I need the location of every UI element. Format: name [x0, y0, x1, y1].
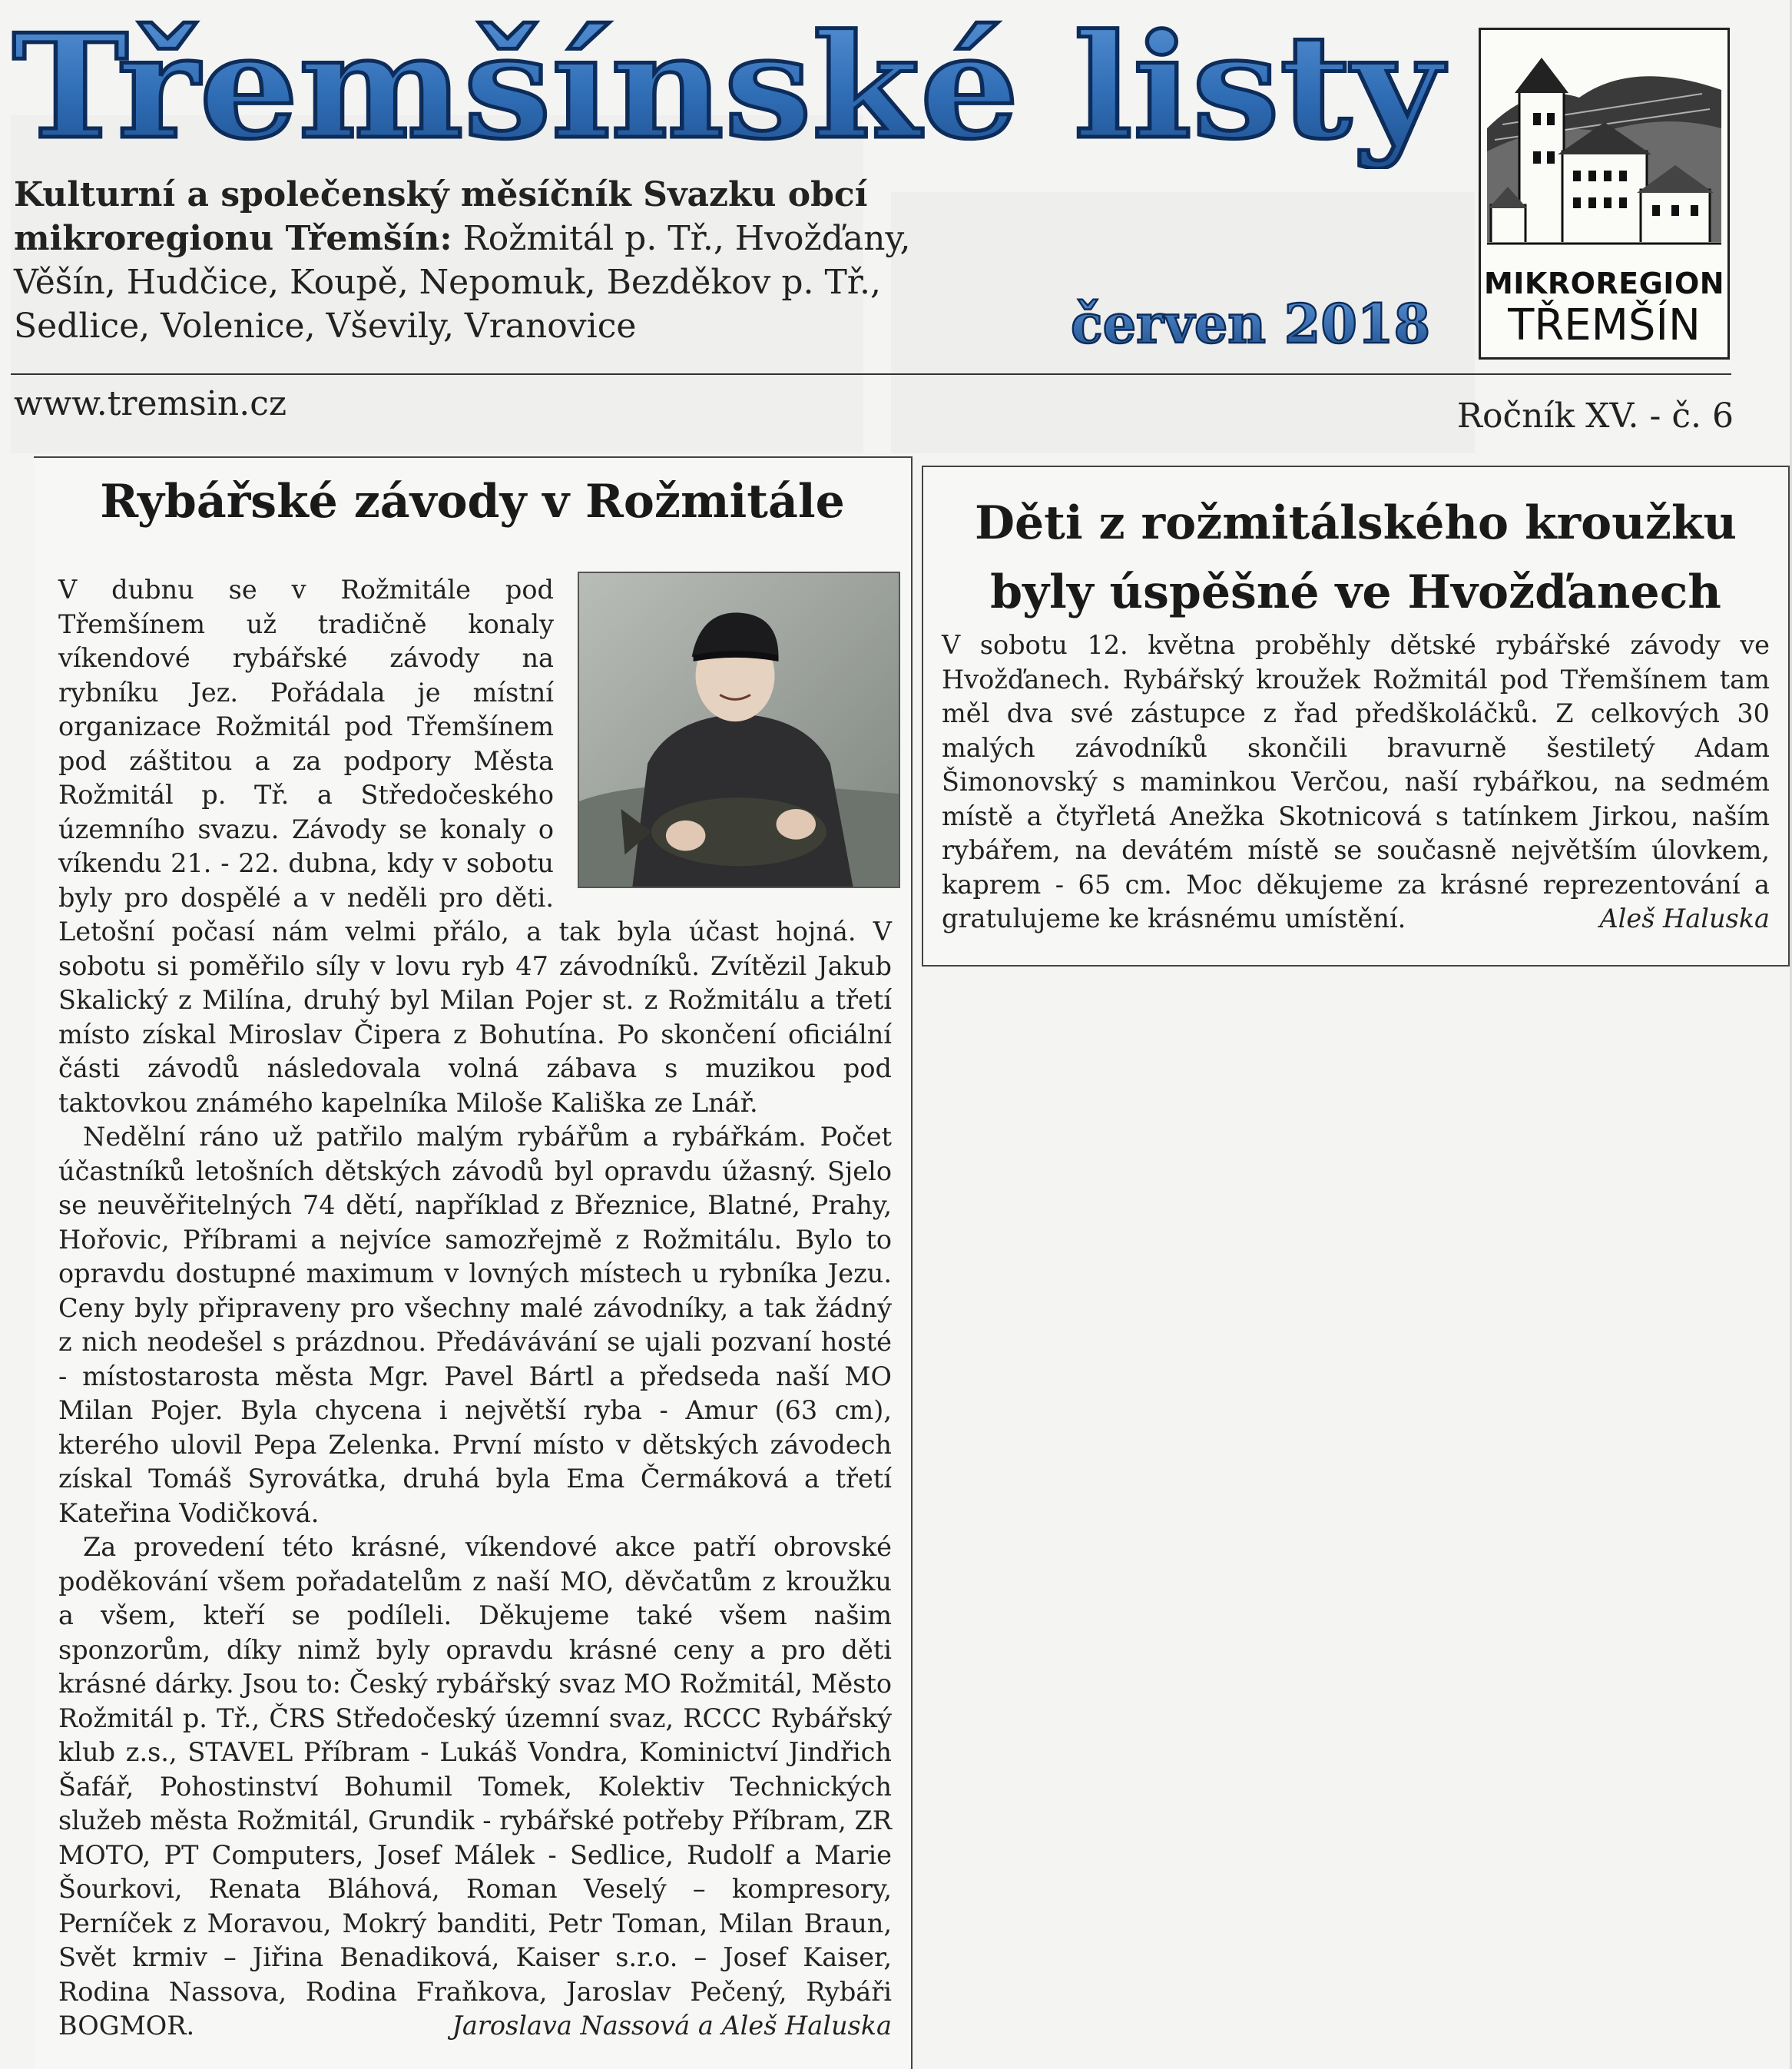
- castle-icon: [1487, 36, 1721, 267]
- article2-paragraph: [942, 628, 1770, 937]
- masthead-title: [11, 0, 1470, 169]
- article2-headline: [923, 489, 1788, 627]
- article1-paragraph: [58, 1120, 892, 1530]
- subtitle-regular: Rožmitál p. Tř., Hvožďany, Věšín, Hudčice, Koupě, Nepomuk, Bezděkov p. Tř., Sedlice, Volenice, Vševily, Vranovice: [14, 219, 911, 346]
- website-link[interactable]: www.tremsin.cz: [14, 384, 287, 423]
- article2-headline-line2: byly úspěšné ve Hvožďanech: [990, 565, 1721, 619]
- mikroregion-logo: [1479, 28, 1730, 360]
- article2-headline-line1: Děti z rožmitálského kroužku: [974, 496, 1737, 550]
- article1-paragraph: [58, 1530, 892, 2044]
- article-deti-z-krouzku: [922, 466, 1790, 967]
- article1-paragraph-text: V dubnu se v Rožmitále pod Třemšínem už tradičně konaly víkendové rybářské závody na rybníku Jez. Pořádala je místní organizace Rožmitál pod Třemšínem pod záštitou a za podpory Města Rožmitál p. Tř. a Středočeského územního svazu. Závody se konaly o víkendu 21. - 22. dubna, kdy v sobotu byly pro dospělé a v neděli pro děti. Letošní počasí nám velmi přálo, a tak byla účast hojná. V sobotu si poměřilo síly v lovu ryb 47 závodníků. Zvítězil Jakub Skalický z Milína, druhý byl Milan Pojer st. z Rožmitálu a třetí místo získal Miroslav Čipera z Bohutína. Po skončení oficiální části závodů následovala volná zábava s muzikou pod taktovkou známého kapelníka Miloše Kališka ze Lnář.: [58, 575, 892, 1118]
- article2-body: [942, 628, 1770, 937]
- article2-paragraph-text: V sobotu 12. května proběhly dětské rybářské závody ve Hvožďanech. Rybářský kroužek Rožmitál pod Třemšínem tam měl dva své zástupce z řad předškoláčků. Z celkových 30 malých závodníků skončili bravurně šestiletý Adam Šimonovský s maminkou Verčou, naší rybářkou, na sedmém místě a čtyřletá Anežka Skotnicová s tatínkem Jirkou, naším rybářem, na devátém místě se současně největším úlovkem, kaprem - 65 cm. Moc děkujeme za krásné reprezentování a gratulujeme ke krásnému umístění.: [942, 630, 1770, 933]
- article1-author: Jaroslava Nassová a Aleš Haluska: [452, 2011, 892, 2041]
- article1-paragraph-text: Nedělní ráno už patřilo malým rybářům a rybářkám. Počet účastníků letošních dětských závodů byl opravdu úžasný. Sjelo se neuvěřitelných 74 dětí, například z Březnice, Blatné, Prahy, Hořovic, Příbrami a nejvíce samozřejmě z Rožmitálu. Bylo to opravdu dostupné maximum v lovných místech u rybníka Jezu. Ceny byly připraveny pro všechny malé závodníky, a tak žádný z nich neodešel s prázdnou. Předávávání se ujali pozvaní hosté - místostarosta města Mgr. Pavel Bártl a předseda naší MO Milan Pojer. Byla chycena i největší ryba - Amur (63 cm), kterého ulovil Pepa Zelenka. První místo v dětských závodech získal Tomáš Syrovátka, druhá byla Ema Čermáková a třetí Kateřina Vodičková.: [58, 1122, 892, 1528]
- article2-author: Aleš Haluska: [1599, 904, 1770, 933]
- article1-headline: Rybářské závody v Rožmitále: [100, 475, 845, 529]
- volume-number: Ročník XV. - č. 6: [1456, 396, 1734, 436]
- logo-text-mikroregion: MIKROREGION: [1483, 267, 1725, 300]
- article1-body: [58, 573, 892, 2044]
- article-rybarske-zavody: [34, 456, 913, 2069]
- article1-paragraph-text: Za provedení této krásné, víkendové akce patří obrovské poděkování všem pořadatelům z naší MO, děvčatům z kroužku a všem, kteří se podíleli. Děkujeme také všem našim sponzorům, díky nimž byly opravdu krásné ceny a pro děti krásné dárky. Jsou to: Český rybářský svaz MO Rožmitál, Město Rožmitál p. Tř., ČRS Středočeský územní svaz, RCCC Rybářský klub z.s., STAVEL Příbram - Lukáš Vondra, Kominictví Jindřich Šafář, Pohostinství Bohumil Tomek, Kolektiv Technických služeb města Rožmitál, Grundik - rybářské potřeby Příbram, ZR MOTO, PT Computers, Josef Málek - Sedlice, Rudolf a Marie Šourkovi, Renata Bláhová, Roman Veselý – kompresory, Perníček z Moravou, Mokrý banditi, Petr Toman, Milan Braun, Svět krmiv – Jiřina Benadiková, Kaiser s.r.o. – Josef Kaiser, Rodina Nassova, Rodina Fraňkova, Jaroslav Pečený, Rybáři BOGMOR.: [58, 1532, 892, 2041]
- masthead-title-text: Třemšínské listy: [12, 2, 1447, 169]
- issue-date-text: červen 2018: [1071, 292, 1430, 356]
- article1-photo-spacer: [554, 573, 892, 894]
- subtitle-bold: Kulturní a společenský měsíčník Svazku obcí mikroregionu Třemšín:: [14, 175, 868, 258]
- logo-text-tremsin: TŘEMŠÍN: [1508, 300, 1701, 350]
- masthead-rule: [11, 373, 1731, 375]
- issue-date: [1069, 290, 1438, 360]
- masthead-subtitle: [14, 173, 997, 348]
